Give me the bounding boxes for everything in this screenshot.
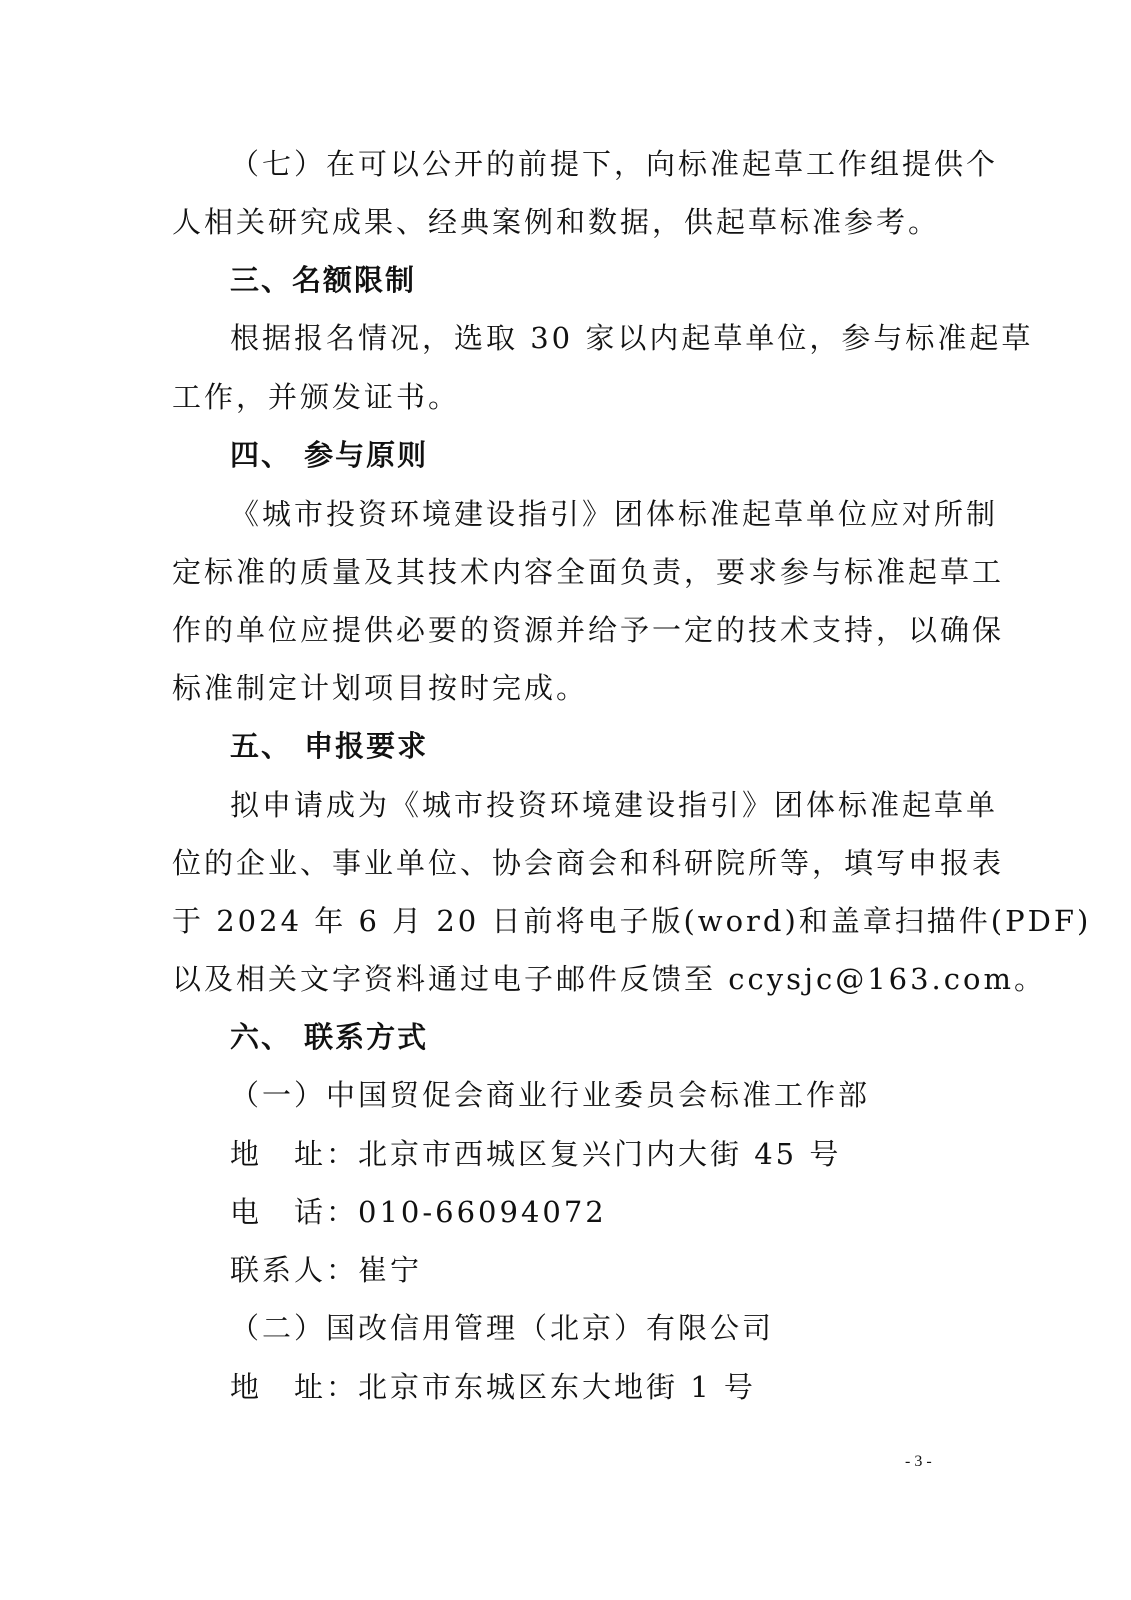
section-principles-line-1: 《城市投资环境建设指引》团体标准起草单位应对所制: [230, 497, 999, 531]
contact-org-1-person: 联系人：崔宁: [230, 1253, 423, 1287]
section-principles-line-2: 定标准的质量及其技术内容全面负责，要求参与标准起草工: [172, 555, 1005, 589]
section-quota-line-1: 根据报名情况，选取 30 家以内起草单位，参与标准起草: [230, 321, 1034, 355]
page-number: - 3 -: [905, 1453, 932, 1470]
section-requirements-line-4: 以及相关文字资料通过电子邮件反馈至 ccysjc@163.com。: [172, 962, 1046, 996]
section7-line-1: （七）在可以公开的前提下，向标准起草工作组提供个: [230, 147, 999, 181]
contact-org-1: （一）中国贸促会商业行业委员会标准工作部: [230, 1078, 871, 1112]
section-quota-line-2: 工作，并颁发证书。: [172, 380, 461, 414]
contact-org-2: （二）国改信用管理（北京）有限公司: [230, 1311, 775, 1345]
section7-line-2: 人相关研究成果、经典案例和数据，供起草标准参考。: [172, 205, 941, 239]
contact-org-1-phone: 电 话：010-66094072: [230, 1195, 607, 1229]
section-contact-heading: 六、 联系方式: [230, 1020, 429, 1054]
contact-org-2-address: 地 址：北京市东城区东大地街 1 号: [230, 1370, 756, 1404]
section-requirements-line-2: 位的企业、事业单位、协会商会和科研院所等，填写申报表: [172, 846, 1005, 880]
contact-org-1-address: 地 址：北京市西城区复兴门内大街 45 号: [230, 1137, 842, 1171]
section-requirements-line-3: 于 2024 年 6 月 20 日前将电子版(word)和盖章扫描件(PDF): [172, 904, 1092, 938]
section-requirements-line-1: 拟申请成为《城市投资环境建设指引》团体标准起草单: [230, 788, 999, 822]
section-requirements-heading: 五、 申报要求: [230, 729, 429, 763]
section-principles-heading: 四、 参与原则: [230, 438, 429, 472]
section-principles-line-3: 作的单位应提供必要的资源并给予一定的技术支持，以确保: [172, 613, 1005, 647]
section-quota-heading: 三、名额限制: [230, 263, 417, 297]
section-principles-line-4: 标准制定计划项目按时完成。: [172, 671, 589, 705]
